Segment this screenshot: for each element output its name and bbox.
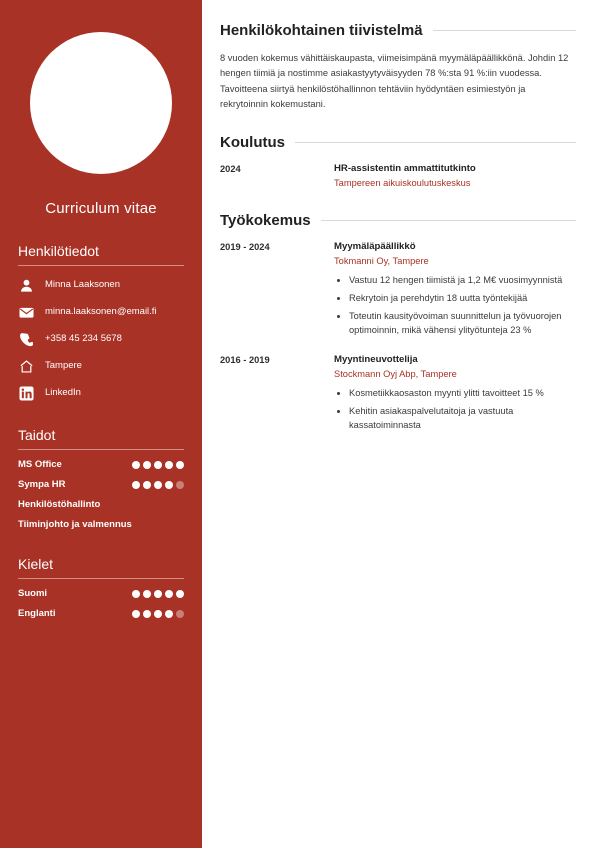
contact-row-location <box>18 358 184 374</box>
rating-dot <box>165 481 173 489</box>
entry-body <box>334 354 576 437</box>
education-heading-text: Koulutus <box>220 134 285 152</box>
entry-date: 2024 <box>220 164 241 175</box>
entry-date: 2019 - 2024 <box>220 242 270 253</box>
sidebar <box>0 0 202 848</box>
rating-dot <box>176 590 184 598</box>
entry-date: 2016 - 2019 <box>220 355 270 366</box>
language-row <box>18 608 184 619</box>
rating-dot <box>165 590 173 598</box>
language-label: Englanti <box>18 608 56 619</box>
contact-row-email[interactable] <box>18 304 184 320</box>
rating-dot <box>154 590 162 598</box>
entry-bullets <box>334 387 576 433</box>
skill-label: MS Office <box>18 459 62 470</box>
rating-dot <box>176 461 184 469</box>
language-row <box>18 588 184 599</box>
skill-row <box>18 519 184 530</box>
bullet-item: • Kosmetiikkaosaston myynti ylitti tavoitteet 15 % <box>349 387 576 401</box>
rating-dot <box>165 610 173 618</box>
bullet-item: • Toteutin kausityövoiman suunnittelun ja työvuorojen optimoinnin, mikä vähensi ylityötunteja 23 % <box>349 310 576 338</box>
education-entry <box>220 163 576 190</box>
cv-title: Curriculum vitae <box>45 200 157 217</box>
contact-email: minna.laaksonen@email.fi <box>45 306 157 318</box>
rating-dot <box>176 481 184 489</box>
summary-heading-text: Henkilökohtainen tiivistelmä <box>220 22 423 39</box>
entry-title: HR-assistentin ammattitutkinto <box>334 163 476 175</box>
section-divider <box>295 142 576 143</box>
education-block <box>220 134 576 190</box>
skill-label: Henkilöstöhallinto <box>18 499 101 510</box>
experience-entry <box>220 241 576 342</box>
experience-block <box>220 212 576 437</box>
skills-section-title: Taidot <box>18 427 184 450</box>
experience-entry <box>220 354 576 437</box>
bullet-item: • Rekrytoin ja perehdytin 18 uutta työntekijää <box>349 292 576 306</box>
rating-dot <box>176 610 184 618</box>
entry-title: Myymäläpäällikkö <box>334 241 416 253</box>
rating-dot <box>132 590 140 598</box>
rating-dot <box>154 610 162 618</box>
rating-dot <box>143 481 151 489</box>
entry-body <box>334 241 576 342</box>
rating-dot <box>154 481 162 489</box>
summary-text: 8 vuoden kokemus vähittäiskaupasta, viimeisimpänä myymäläpäällikkönä. Johdin 12 hengen tiimiä ja nostimme asiakastyytyväisyyden 78 %:sta 91 %:iin vuodessa. Tavoitteena siirtyä henkilöstöhallinnon tehtäviin hyödyntäen esimiestyön ja rekrytoinnin kokemustani. <box>220 53 569 109</box>
section-divider <box>433 30 576 31</box>
rating-dot <box>143 590 151 598</box>
languages-section-title: Kielet <box>18 556 184 579</box>
contact-row-linkedin[interactable] <box>18 385 184 401</box>
linkedin-icon <box>18 385 34 401</box>
rating-dot <box>165 461 173 469</box>
entry-organization: Tampereen aikuiskoulutuskeskus <box>334 178 471 189</box>
rating-dot <box>132 461 140 469</box>
summary-section-title <box>220 22 576 39</box>
contact-location: Tampere <box>45 360 82 372</box>
rating-dot <box>154 461 162 469</box>
skill-row <box>18 479 184 490</box>
contact-row-name <box>18 277 184 293</box>
rating-dot <box>143 610 151 618</box>
language-rating <box>132 610 184 618</box>
language-label: Suomi <box>18 588 48 599</box>
rating-dot <box>143 461 151 469</box>
entry-body <box>334 163 576 190</box>
skill-label: Sympa HR <box>18 479 66 490</box>
main-content <box>202 0 600 848</box>
experience-heading-text: Työkokemus <box>220 212 311 230</box>
skill-label: Tiiminjohto ja valmennus <box>18 519 132 530</box>
entry-organization: Tokmanni Oy, Tampere <box>334 256 429 267</box>
contact-row-phone[interactable] <box>18 331 184 347</box>
skill-rating <box>132 461 184 469</box>
entry-title: Myyntineuvottelija <box>334 354 418 366</box>
contact-section-title: Henkilötiedot <box>18 243 184 266</box>
person-icon <box>18 277 34 293</box>
bullet-item: • Kehitin asiakaspalvelutaitoja ja vastuuta kassatoiminnasta <box>349 405 576 433</box>
experience-section-title <box>220 212 576 229</box>
contact-linkedin: LinkedIn <box>45 387 81 399</box>
contact-name: Minna Laaksonen <box>45 279 120 291</box>
education-section-title <box>220 134 576 151</box>
bullet-item: • Vastuu 12 hengen tiimistä ja 1,2 M€ vuosimyynnistä <box>349 274 576 288</box>
phone-icon <box>18 331 34 347</box>
rating-dot <box>132 610 140 618</box>
skill-rating <box>132 481 184 489</box>
profile-photo-wrapper <box>18 32 184 174</box>
skill-row <box>18 499 184 510</box>
section-divider <box>321 220 576 221</box>
contact-phone: +358 45 234 5678 <box>45 333 122 345</box>
skill-row <box>18 459 184 470</box>
profile-photo <box>30 32 172 174</box>
home-icon <box>18 358 34 374</box>
envelope-icon <box>18 304 34 320</box>
rating-dot <box>132 481 140 489</box>
entry-bullets <box>334 274 576 338</box>
entry-organization: Stockmann Oyj Abp, Tampere <box>334 369 457 380</box>
language-rating <box>132 590 184 598</box>
